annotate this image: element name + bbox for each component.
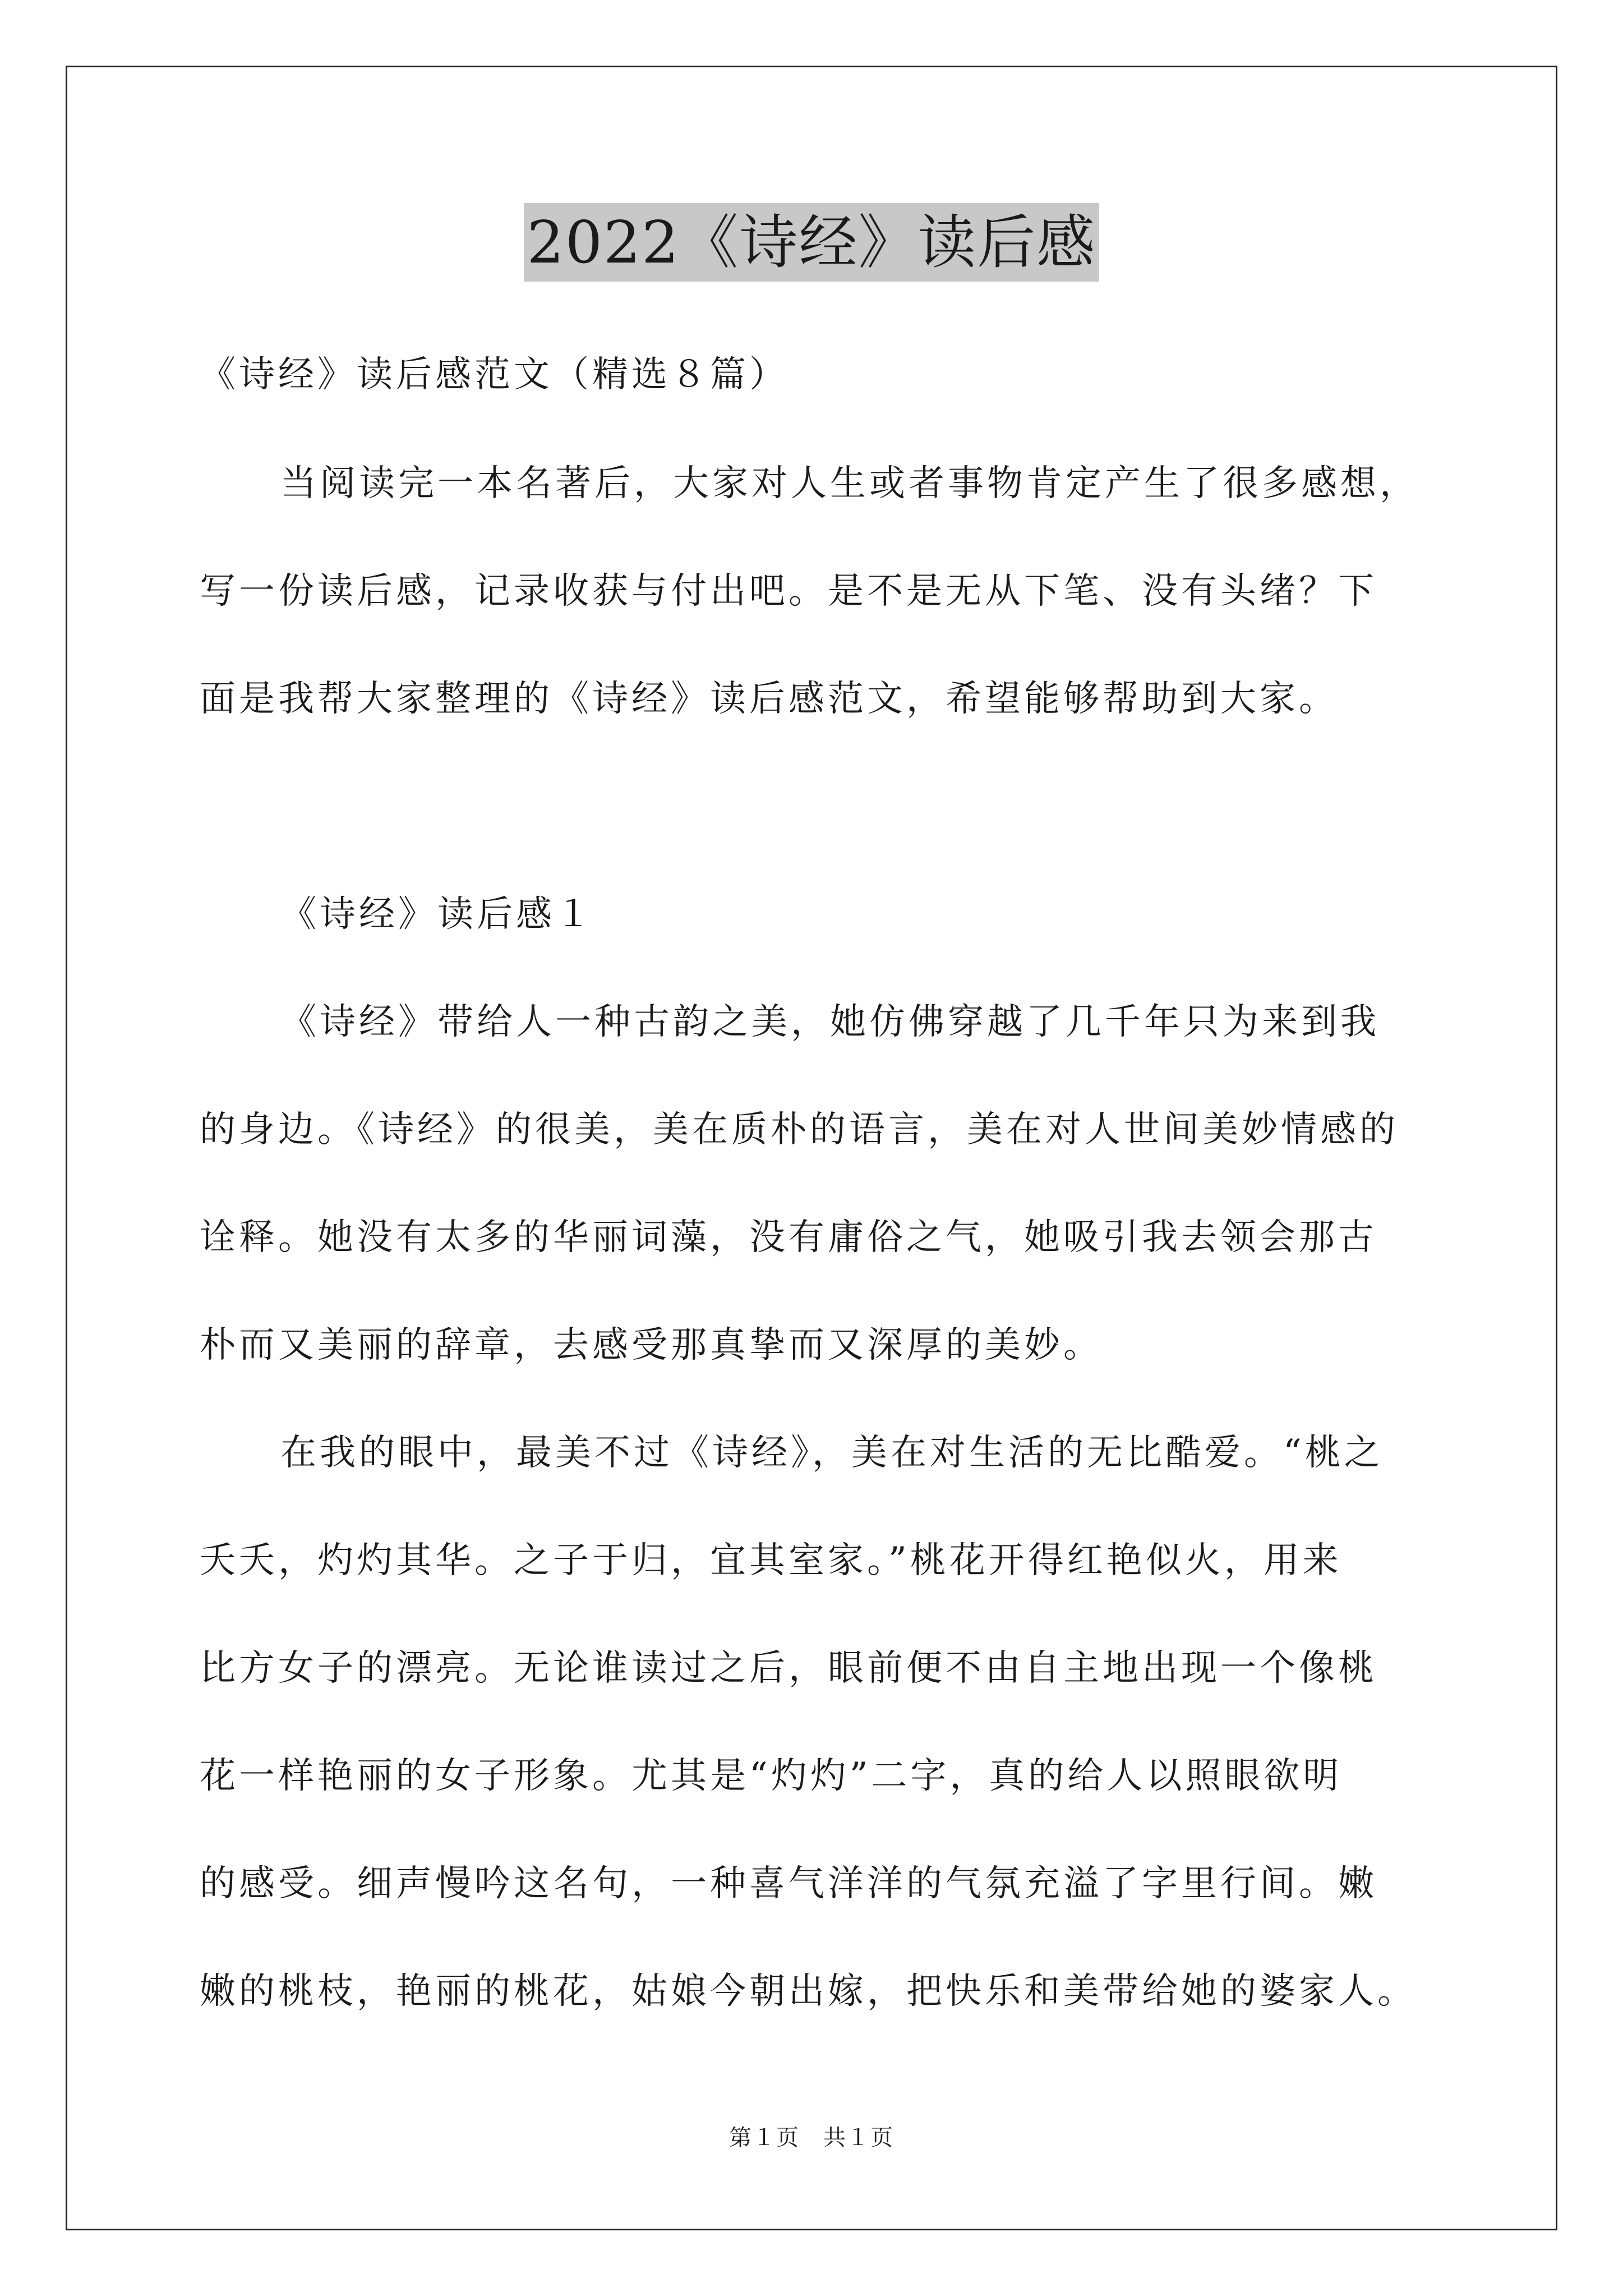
paragraph2-line-2: 夭夭，灼灼其华。之子于归，宜其室家。”桃花开得红艳似火，用来 [200,1540,1342,1581]
paragraph2-line-3: 比方女子的漂亮。无论谁读过之后，眼前便不由自主地出现一个像桃 [200,1648,1377,1689]
paragraph2-line-1: 在我的眼中，最美不过《诗经》，美在对生活的无比酷爱。“桃之 [280,1432,1384,1474]
intro-line-2: 写一份读后感，记录收获与付出吧。是不是无从下笔、没有头绪？下 [200,570,1377,612]
paragraph2-line-5: 的感受。细声慢吟这名句，一种喜气洋洋的气氛充溢了字里行间。嫩 [200,1863,1377,1904]
title-container [0,203,1623,282]
intro-line-3: 面是我帮大家整理的《诗经》读后感范文，希望能够帮助到大家。 [200,678,1338,720]
paragraph1-line-1: 《诗经》带给人一种古韵之美，她仿佛穿越了几千年只为来到我 [280,1001,1380,1043]
document-subtitle: 《诗经》读后感范文（精选８篇） [200,354,789,395]
paragraph2-line-6: 嫩的桃枝，艳丽的桃花，姑娘今朝出嫁，把快乐和美带给她的婆家人。 [200,1971,1417,2012]
paragraph1-line-2: 的身边。《诗经》的很美，美在质朴的语言，美在对人世间美妙情感的 [200,1109,1399,1151]
paragraph2-line-4: 花一样艳丽的女子形象。尤其是“灼灼”二字，真的给人以照眼欲明 [200,1755,1343,1797]
document-title: 2022《诗经》读后感 [524,203,1100,282]
paragraph1-line-4: 朴而又美丽的辞章，去感受那真挚而又深厚的美妙。 [200,1324,1103,1366]
paragraph1-line-3: 诠释。她没有太多的华丽词藻，没有庸俗之气，她吸引我去领会那古 [200,1217,1377,1258]
page-footer: 第１页 共１页 [729,2125,894,2151]
section-heading: 《诗经》读后感１ [280,894,594,935]
intro-line-1: 当阅读完一本名著后，大家对人生或者事物肯定产生了很多感想， [280,463,1419,504]
